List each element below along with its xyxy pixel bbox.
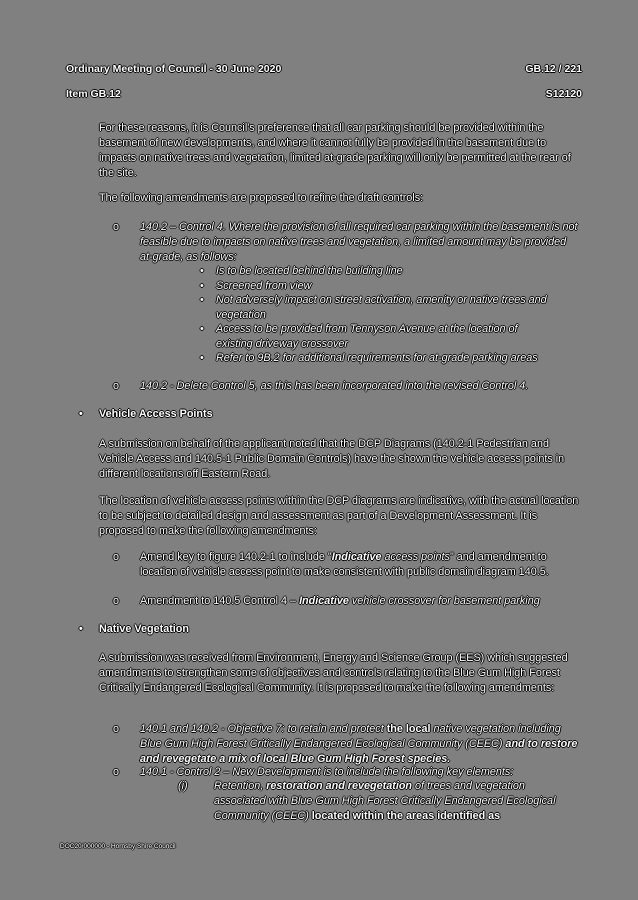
amendment-bullet: • Is to be located behind the building line — [200, 265, 403, 277]
amendment-item: o 140.2 - Delete Control 5, as this has been incorporated into the revised Control 4. — [113, 380, 529, 392]
circle-bullet-icon: o — [113, 551, 120, 563]
section-heading-native-vegetation: • Native Vegetation — [79, 623, 190, 635]
circle-bullet-icon: o — [113, 595, 120, 607]
amendment-bullet: • Screened from view — [200, 280, 312, 292]
bullet-icon: • — [200, 265, 204, 277]
page-reference: GB.12 / 221 — [525, 63, 582, 75]
amendment-bullet: • Access to be provided from Tennyson Avenue at the location of existing driveway crossover — [200, 323, 518, 350]
amendment-bullet: • Refer to 9B.2 for additional requirements for at-grade parking areas — [200, 352, 538, 364]
bullet-icon: • — [200, 280, 204, 292]
footer-doc-ref: DOC20/000000 - Hornsby Shire Council — [60, 843, 176, 850]
intro-paragraph: For these reasons, it is Council's preference that all car parking should be provided within the basement of new developments, and where it cannot fully be provided in the basement due to impacts on native trees and vegetation, limited at-grade parking will only be permitted at the rear of the site. — [99, 122, 571, 179]
amendment-bullet: • Not adversely impact on street activation, amenity or native trees and vegetation — [200, 294, 547, 321]
circle-bullet-icon: o — [113, 221, 120, 233]
bullet-icon: • — [200, 294, 204, 306]
bullet-icon: • — [200, 352, 204, 364]
amendment-item — [113, 220, 580, 265]
amendment-subitem: (i) Retention, restoration and revegetation of trees and vegetation associated with Blue Gum High Forest Critically Endangered Ecological Community (CEEC) located within the areas identified as — [178, 780, 556, 822]
section-heading-vehicle-access: • Vehicle Access Points — [79, 408, 213, 420]
amendment-text: 140.2 – Control 4. Where the provision of all required car parking within the basement is not feasible due to impacts on native trees and vegetation, a limited amount may be provided at-grade, as follows: — [140, 221, 578, 263]
circle-bullet-icon: o — [113, 723, 120, 735]
amendments-intro: The following amendments are proposed to refine the draft controls: — [99, 192, 424, 204]
page-header-row-1 — [66, 63, 582, 75]
circle-bullet-icon: o — [113, 380, 120, 392]
meeting-title: Ordinary Meeting of Council - 30 June 2020 — [66, 63, 282, 75]
bullet-icon: • — [79, 408, 83, 420]
section-paragraph: A submission was received from Environment, Energy and Science Group (EES) which suggested amendments to strengthen some of objectives and controls relating to the Blue Gum High Forest Critically Endangered Ecological Community. It is proposed to make the following amendments: — [99, 652, 568, 694]
amendment-item: o 140.1 and 140.2 - Objective 7: to retain and protect the local native vegetation including Blue Gum High Forest Critically Endangered Ecological Community (CEEC) and to restore and revegetate a mix of local Blue Gum High Forest species. — [113, 723, 578, 765]
amendment-item: o 140.1 - Control 2 – New Development is to include the following key elements: — [113, 766, 514, 778]
bullet-icon: • — [200, 323, 204, 335]
section-paragraph: The location of vehicle access points within the DCP diagrams are indicative, with the actual location to be subject to detailed design and assessment as part of a Development Assessment. It is proposed to make the following amendments: — [99, 495, 579, 537]
section-paragraph: A submission on behalf of the applicant noted that the DCP Diagrams (140.2-1 Pedestrian and Vehicle Access and 140.5-1 Public Domain Controls) have the shown the vehicle access points in different locations off Eastern Road. — [99, 438, 565, 480]
amendment-item: o Amendment to 140.5 Control 4 – Indicative vehicle crossover for basement parking — [113, 595, 540, 607]
amendment-item: o Amend key to figure 140.2-1 to include "Indicative access points" and amendment to location of vehicle access point to make consistent with public domain diagram 140.5. — [113, 551, 549, 578]
item-label: Item GB.12 — [66, 88, 121, 100]
roman-numeral-marker: (i) — [178, 780, 188, 792]
file-reference: S12120 — [545, 88, 582, 100]
circle-bullet-icon: o — [113, 766, 120, 778]
page-header-row-2 — [66, 88, 582, 100]
bullet-icon: • — [79, 623, 83, 635]
